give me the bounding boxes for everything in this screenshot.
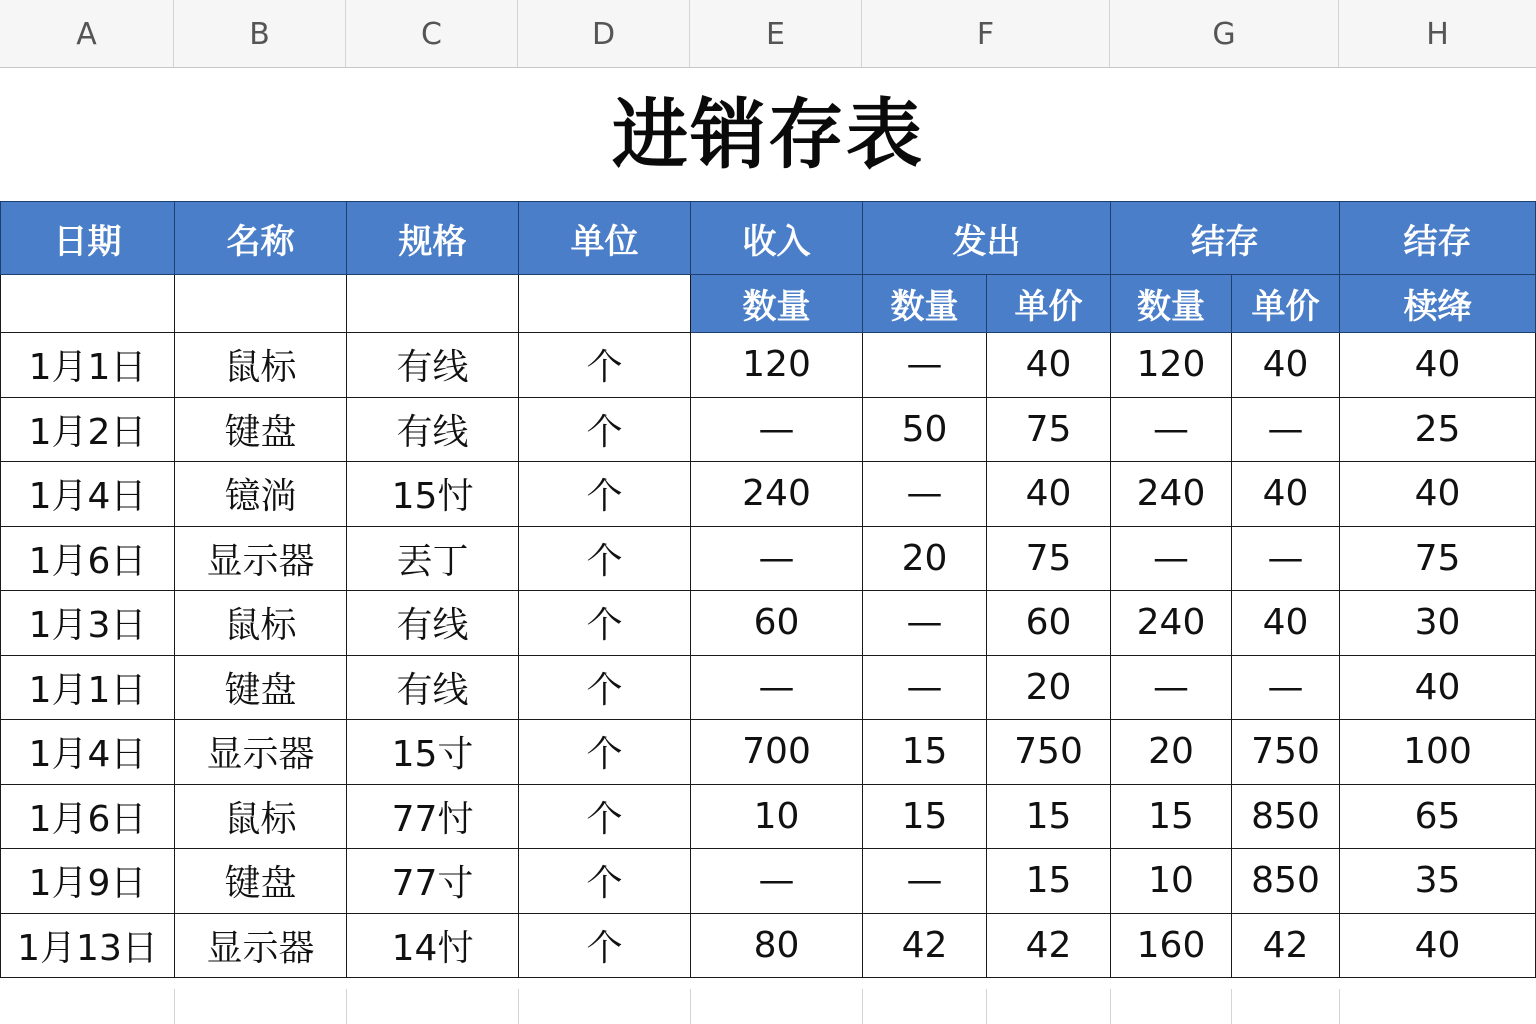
cell-name[interactable]: 键盘 (175, 849, 347, 914)
header-in-qty[interactable]: 数量 (691, 275, 863, 333)
cell-name[interactable]: 鼠标 (175, 591, 347, 656)
cell-out-qty[interactable]: 42 (863, 913, 987, 978)
header-in[interactable]: 收入 (691, 202, 863, 275)
gridline (518, 989, 519, 1024)
cell-stock-2[interactable]: 30 (1340, 591, 1536, 656)
cell-unit[interactable]: 个 (519, 526, 691, 591)
cell-out-price[interactable]: 40 (987, 333, 1111, 398)
cell-date[interactable]: 1月2日 (1, 397, 175, 462)
header-stock-2-sub[interactable]: 椟绛 (1340, 275, 1536, 333)
cell-date[interactable]: 1月3日 (1, 591, 175, 656)
cell-stock-2[interactable]: 40 (1340, 655, 1536, 720)
gridline (346, 989, 347, 1024)
cell-out-qty[interactable]: — (863, 462, 987, 527)
cell-date[interactable]: 1月1日 (1, 655, 175, 720)
cell-name[interactable]: 镱淌 (175, 462, 347, 527)
cell-out-qty[interactable]: — (863, 591, 987, 656)
cell-stock-2[interactable]: 40 (1340, 333, 1536, 398)
cell-stock-qty[interactable]: 160 (1111, 913, 1232, 978)
cell-out-price[interactable]: 40 (987, 462, 1111, 527)
gridline (690, 989, 691, 1024)
header-stock-2[interactable]: 结存 (1340, 202, 1536, 275)
cell-name[interactable]: 鼠标 (175, 784, 347, 849)
cell-in-qty[interactable]: 120 (691, 333, 863, 398)
cell-in-qty[interactable]: 80 (691, 913, 863, 978)
cell-in-qty[interactable]: — (691, 397, 863, 462)
cell-stock-2[interactable]: 40 (1340, 913, 1536, 978)
cell-stock-2[interactable]: 65 (1340, 784, 1536, 849)
header-stock[interactable]: 结存 (1111, 202, 1340, 275)
gridline (1110, 989, 1111, 1024)
cell-date[interactable]: 1月1日 (1, 333, 175, 398)
cell-name[interactable]: 显示器 (175, 913, 347, 978)
cell-in-qty[interactable]: 700 (691, 720, 863, 785)
table-row (1, 397, 1536, 462)
cell-out-price[interactable]: 75 (987, 526, 1111, 591)
cell-stock-2[interactable]: 75 (1340, 526, 1536, 591)
cell-in-qty[interactable]: 240 (691, 462, 863, 527)
cell-in-qty[interactable]: — (691, 849, 863, 914)
cell-stock-2[interactable]: 40 (1340, 462, 1536, 527)
header-name[interactable]: 名称 (175, 202, 347, 275)
cell-spec[interactable]: 77忖 (347, 784, 519, 849)
cell-stock-price[interactable]: 850 (1232, 849, 1340, 914)
cell-out-price[interactable]: 15 (987, 784, 1111, 849)
column-header-h[interactable]: H (1426, 17, 1449, 52)
cell-spec[interactable]: 15寸 (347, 720, 519, 785)
header-out[interactable]: 发出 (863, 202, 1111, 275)
header-out-price[interactable]: 单价 (987, 275, 1111, 333)
cell-stock-price[interactable]: — (1232, 526, 1340, 591)
cell-stock-price[interactable]: — (1232, 655, 1340, 720)
cell-stock-qty[interactable]: 240 (1111, 591, 1232, 656)
cell-stock-price[interactable]: 40 (1232, 462, 1340, 527)
cell-name[interactable]: 显示器 (175, 720, 347, 785)
header-blank-cell[interactable] (519, 275, 691, 333)
cell-stock-2[interactable]: 25 (1340, 397, 1536, 462)
cell-spec[interactable]: 有线 (347, 397, 519, 462)
gridline (1339, 989, 1340, 1024)
cell-unit[interactable]: 个 (519, 655, 691, 720)
cell-date[interactable]: 1月9日 (1, 849, 175, 914)
cell-out-price[interactable]: 750 (987, 720, 1111, 785)
header-blank-cell[interactable] (347, 275, 519, 333)
cell-name[interactable]: 键盘 (175, 397, 347, 462)
table-row (1, 784, 1536, 849)
cell-name[interactable]: 显示器 (175, 526, 347, 591)
cell-unit[interactable]: 个 (519, 913, 691, 978)
header-date[interactable]: 日期 (1, 202, 175, 275)
cell-unit[interactable]: 个 (519, 720, 691, 785)
cell-stock-price[interactable]: 40 (1232, 333, 1340, 398)
cell-date[interactable]: 1月6日 (1, 784, 175, 849)
gridline (986, 989, 987, 1024)
cell-out-price[interactable]: 15 (987, 849, 1111, 914)
cell-out-price[interactable]: 42 (987, 913, 1111, 978)
header-out-qty[interactable]: 数量 (863, 275, 987, 333)
cell-stock-price[interactable]: 40 (1232, 591, 1340, 656)
cell-stock-price[interactable]: — (1232, 397, 1340, 462)
cell-stock-price[interactable]: 42 (1232, 913, 1340, 978)
table-row (1, 333, 1536, 398)
column-header-bar (0, 0, 1536, 68)
cell-out-price[interactable]: 20 (987, 655, 1111, 720)
gridline (174, 989, 175, 1024)
table-row (1, 655, 1536, 720)
cell-out-qty[interactable]: 15 (863, 784, 987, 849)
cell-name[interactable]: 鼠标 (175, 333, 347, 398)
cell-stock-qty[interactable]: 240 (1111, 462, 1232, 527)
table-row (1, 849, 1536, 914)
cell-unit[interactable]: 个 (519, 849, 691, 914)
column-header-c[interactable]: C (346, 0, 518, 67)
cell-unit[interactable]: 个 (519, 784, 691, 849)
sheet-title[interactable]: 进销存表 (612, 90, 924, 179)
cell-spec[interactable]: 有线 (347, 655, 519, 720)
table-row (1, 462, 1536, 527)
cell-out-qty[interactable]: — (863, 849, 987, 914)
header-blank-cell[interactable] (1, 275, 175, 333)
table-row (1, 591, 1536, 656)
table-row (1, 526, 1536, 591)
gridline (1231, 989, 1232, 1024)
gridline (862, 989, 863, 1024)
cell-stock-qty[interactable]: 15 (1111, 784, 1232, 849)
header-row-2 (1, 275, 1536, 333)
column-header-d[interactable]: D (518, 0, 690, 67)
header-unit[interactable]: 单位 (519, 202, 691, 275)
cell-out-price[interactable]: 75 (987, 397, 1111, 462)
cell-unit[interactable]: 个 (519, 333, 691, 398)
empty-row-gridlines (0, 989, 1536, 1024)
cell-in-qty[interactable]: 10 (691, 784, 863, 849)
header-stock-qty[interactable]: 数量 (1111, 275, 1232, 333)
cell-name[interactable]: 键盘 (175, 655, 347, 720)
cell-stock-price[interactable]: 850 (1232, 784, 1340, 849)
cell-spec[interactable]: 77寸 (347, 849, 519, 914)
cell-date[interactable]: 1月6日 (1, 526, 175, 591)
inventory-table (0, 201, 1536, 978)
cell-stock-qty[interactable]: 120 (1111, 333, 1232, 398)
column-header-e[interactable]: E (690, 0, 862, 67)
cell-unit[interactable]: 个 (519, 397, 691, 462)
cell-out-qty[interactable]: — (863, 333, 987, 398)
cell-date[interactable]: 1月4日 (1, 462, 175, 527)
cell-out-qty[interactable]: — (863, 655, 987, 720)
cell-spec[interactable]: 有线 (347, 333, 519, 398)
header-blank-cell[interactable] (175, 275, 347, 333)
cell-stock-qty[interactable]: — (1111, 655, 1232, 720)
header-spec[interactable]: 规格 (347, 202, 519, 275)
cell-unit[interactable]: 个 (519, 591, 691, 656)
cell-stock-2[interactable]: 100 (1340, 720, 1536, 785)
header-stock-price[interactable]: 单价 (1232, 275, 1340, 333)
cell-in-qty[interactable]: — (691, 526, 863, 591)
cell-out-price[interactable]: 60 (987, 591, 1111, 656)
column-header-g[interactable]: G (1110, 0, 1339, 67)
header-row-1 (1, 202, 1536, 275)
cell-spec[interactable]: 有线 (347, 591, 519, 656)
cell-stock-qty[interactable]: — (1111, 526, 1232, 591)
cell-stock-qty[interactable]: — (1111, 397, 1232, 462)
table-row (1, 913, 1536, 978)
column-header-b[interactable]: B (174, 0, 346, 67)
cell-in-qty[interactable]: — (691, 655, 863, 720)
cell-date[interactable]: 1月4日 (1, 720, 175, 785)
cell-date[interactable]: 1月13日 (1, 913, 175, 978)
cell-spec[interactable]: 14忖 (347, 913, 519, 978)
table-row (1, 720, 1536, 785)
cell-stock-2[interactable]: 35 (1340, 849, 1536, 914)
cell-stock-qty[interactable]: 20 (1111, 720, 1232, 785)
cell-stock-qty[interactable]: 10 (1111, 849, 1232, 914)
cell-unit[interactable]: 个 (519, 462, 691, 527)
cell-out-qty[interactable]: 20 (863, 526, 987, 591)
cell-out-qty[interactable]: 15 (863, 720, 987, 785)
column-header-a[interactable]: A (0, 0, 174, 67)
cell-spec[interactable]: 15忖 (347, 462, 519, 527)
cell-out-qty[interactable]: 50 (863, 397, 987, 462)
column-header-f[interactable]: F (862, 0, 1110, 67)
cell-stock-price[interactable]: 750 (1232, 720, 1340, 785)
cell-spec[interactable]: 丟丁 (347, 526, 519, 591)
cell-in-qty[interactable]: 60 (691, 591, 863, 656)
